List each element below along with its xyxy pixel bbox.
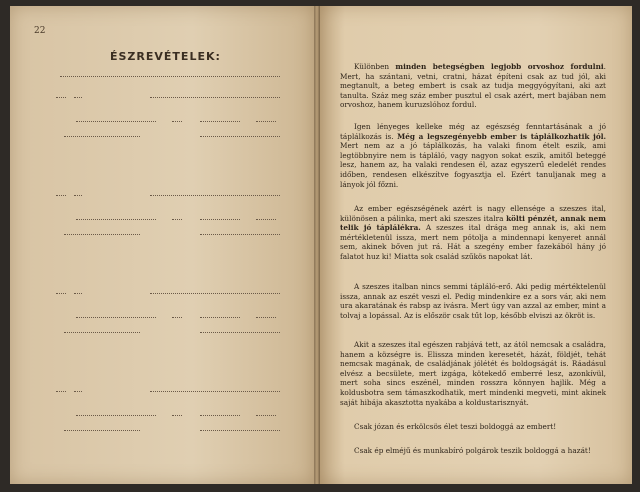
day-line — [200, 121, 240, 122]
day-line — [200, 219, 240, 220]
paragraph — [340, 122, 606, 189]
day-line — [200, 317, 240, 318]
year-line — [172, 219, 182, 220]
title-underline — [60, 76, 280, 77]
day-line — [200, 415, 240, 416]
left-page — [10, 6, 314, 484]
paragraph — [340, 340, 606, 407]
signature-line-left — [64, 332, 140, 333]
year-end-line — [74, 195, 82, 196]
paragraph — [340, 204, 606, 262]
page-number: 22 — [34, 26, 46, 36]
signature-line-left — [64, 234, 140, 235]
school-year-line — [150, 97, 280, 98]
year-line — [172, 121, 182, 122]
month-line — [256, 121, 276, 122]
signature-line-right — [200, 136, 280, 137]
body-text: Csak ép elméjű és munkabíró polgárok teszik boldoggá a hazát! — [354, 446, 591, 455]
paragraph — [340, 446, 606, 456]
signature-line-left — [64, 430, 140, 431]
year-end-line — [74, 391, 82, 392]
body-text: Különben — [354, 62, 396, 71]
paragraph — [340, 422, 606, 432]
year-line — [172, 317, 182, 318]
body-text: Akit a szeszes ital egészen rabjává tett, az ától nemcsak a családra, hanem a községre is. Elissza minden keresetét, házát, földjét, tehát nemcsak magának, de családjának jólétét és boldogságát is. Ráadásul elvész a becsülete, mert izgága, kötekedő emberré lesz, azonkívül, mert soha sincs eszénél, minden rosszra könnyen hajlik. Még a koldusbotra sem támaszkodhatik, mert mindenki megveti, mint akinek saját hibája akasztotta nyakába a koldustarisznyát. — [340, 340, 606, 407]
body-text: Csak józan és erkölcsös élet teszi boldoggá az embert! — [354, 422, 557, 431]
emphasis-text: minden betegségben legjobb orvoshoz fordulni — [395, 62, 604, 71]
kelt-line — [76, 317, 156, 318]
year-start-line — [56, 293, 66, 294]
signature-line-left — [64, 136, 140, 137]
year-line — [172, 415, 182, 416]
month-line — [256, 219, 276, 220]
school-year-line — [150, 391, 280, 392]
body-text: A szeszes ital drága meg annak is, aki nem mértékletenül issza, mert nem pótolja a mindennapi kenyeret annál sem, akinek bőven jut rá. Hát a szegény ember fazekából hány jó falatot huz ki! Miatta sok család szűkös napokat lát. — [340, 223, 606, 261]
year-end-line — [74, 97, 82, 98]
kelt-line — [76, 219, 156, 220]
body-text: . Mert, ha szántani, vetni, cratni, házat építeni csak az tud jól, aki megtanult, a beteg embert is csak az tudja meggyógyítani, aki azt tanulta. Száz meg száz ember pusztul el csak azért, mert bajában nem orvoshoz, hanem kuruzslóhoz fordul. — [340, 62, 606, 110]
body-text: A szeszes italban nincs semmi tápláló-erő. Aki pedig mértéktelenül issza, annak az eszét veszi el. Pedig mindenkire ez a sors vár, aki nem ura akaratának és rabsp az ivásra. Mert úgy van azzal az ember, mint a tolvaj a lopással. Az is először csak tűt lop, később elviszi az ökröt is. — [340, 282, 606, 320]
year-end-line — [74, 293, 82, 294]
signature-line-right — [200, 332, 280, 333]
paragraph — [340, 62, 606, 110]
kelt-line — [76, 415, 156, 416]
signature-line-right — [200, 430, 280, 431]
signature-line-right — [200, 234, 280, 235]
kelt-line — [76, 121, 156, 122]
month-line — [256, 415, 276, 416]
emphasis-text: költi pénzét, annak nem telik jó táplálékra. — [340, 213, 606, 233]
year-start-line — [56, 391, 66, 392]
school-year-line — [150, 293, 280, 294]
month-line — [256, 317, 276, 318]
body-text: Az ember egészségének azért is nagy ellensége a szeszes ital, különösen a pálinka, mert aki szeszes italra — [340, 204, 606, 223]
page-title: ÉSZREVÉTELEK: — [110, 50, 221, 63]
year-start-line — [56, 195, 66, 196]
year-start-line — [56, 97, 66, 98]
body-text: Igen lényeges kelleke még az egészség fenntartásának a jó táplálkozás is. — [340, 122, 606, 141]
school-year-line — [150, 195, 280, 196]
emphasis-text: Még a legszegényebb ember is táplálkozhatik jól. — [397, 131, 607, 141]
paragraph — [340, 282, 606, 320]
body-text: Mert nem az a jó táplálkozás, ha valaki finom ételt eszik, ami legtöbbnyire nem is tápláló, vagy nagyon sokat eszik, amitől beteggé lesz, hanem az, ha valaki rendesen él, azaz egyszerű eledelét rendes időben, rendesen elkészítve fogyasztja el. Ezért tanuljanak meg a lányok jól főzni. — [340, 141, 606, 189]
